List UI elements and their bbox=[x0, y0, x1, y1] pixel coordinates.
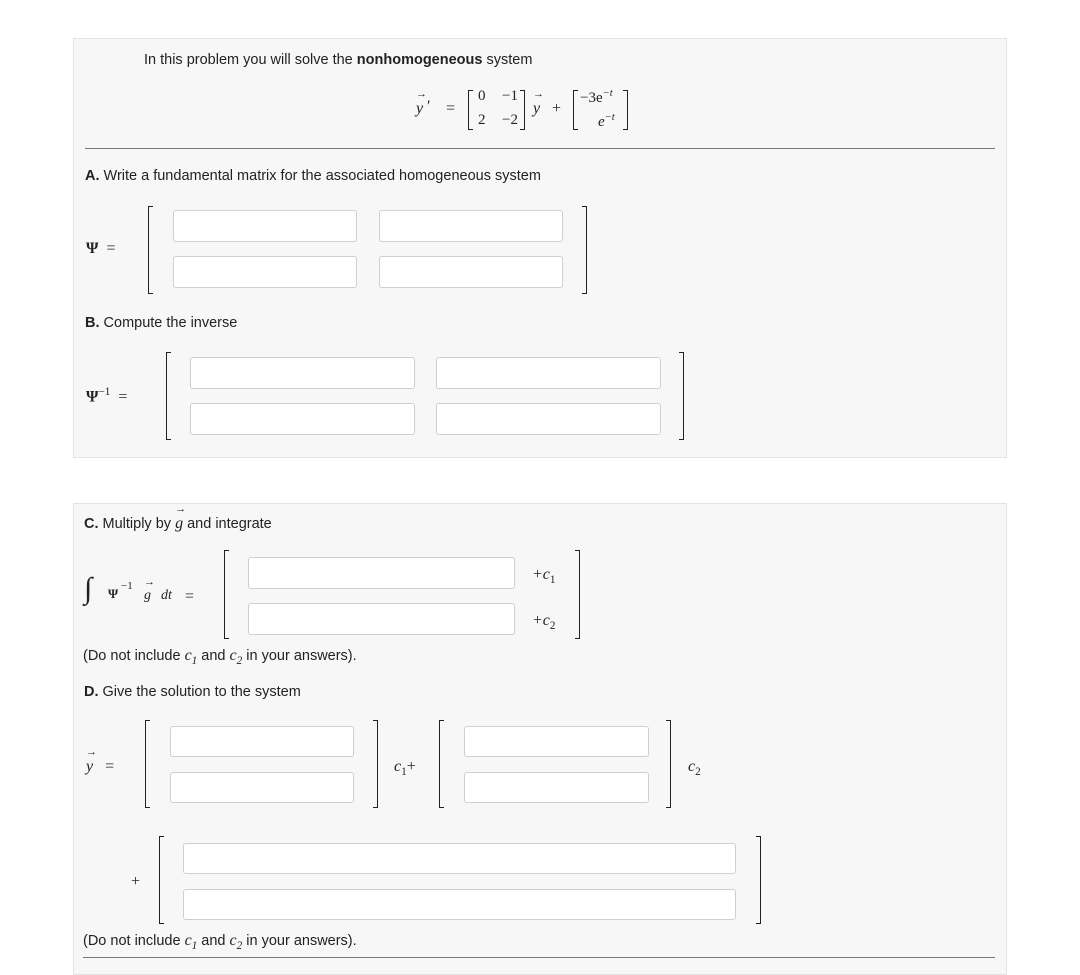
d-particular-bottom-input[interactable] bbox=[183, 889, 736, 920]
psi-21-input[interactable] bbox=[173, 256, 357, 288]
bottom-divider bbox=[83, 957, 995, 958]
d-particular-top-input[interactable] bbox=[183, 843, 736, 874]
psi-right-bracket bbox=[582, 206, 587, 294]
psi-inv-left-bracket bbox=[166, 352, 171, 440]
psi-inverse-label: $\Psi^{-1}$ = bbox=[86, 386, 128, 406]
matrix-a22: −2 bbox=[502, 112, 518, 128]
integral-label: ∫ Ψ −1 → g dt = bbox=[84, 574, 214, 614]
d-left-bracket-3 bbox=[159, 836, 164, 924]
particular-plus-label: + bbox=[131, 873, 141, 890]
matrix-a12: −1 bbox=[502, 88, 518, 104]
psi-inv-21-input[interactable] bbox=[190, 403, 415, 435]
d-left-bracket-1 bbox=[145, 720, 150, 808]
y-label: → y = bbox=[86, 758, 114, 776]
matrix-a21: 2 bbox=[478, 112, 486, 128]
plus-c1-label: $+c_1$ bbox=[532, 566, 556, 587]
divider bbox=[85, 148, 995, 149]
part-a-heading: A. Write a fundamental matrix for the associated homogeneous system bbox=[85, 168, 541, 184]
d-right-bracket-3 bbox=[756, 836, 761, 924]
part-b-heading: B. Compute the inverse bbox=[85, 315, 238, 331]
integral-top-input[interactable] bbox=[248, 557, 515, 589]
part-c-note: (Do not include $c_1$ and $c_2$ in your answers). bbox=[83, 647, 357, 668]
psi-22-input[interactable] bbox=[379, 256, 563, 288]
d-vec1-bottom-input[interactable] bbox=[170, 772, 354, 803]
d-vec2-top-input[interactable] bbox=[464, 726, 649, 757]
d-right-bracket-1 bbox=[373, 720, 378, 808]
part-d-heading: D. Give the solution to the system bbox=[84, 684, 301, 700]
c1-plus-label: $c_1+$ bbox=[394, 758, 416, 779]
psi-inv-22-input[interactable] bbox=[436, 403, 661, 435]
int-right-bracket bbox=[575, 550, 580, 639]
psi-11-input[interactable] bbox=[173, 210, 357, 242]
forcing-bottom: $e^{-t}$ bbox=[598, 112, 615, 130]
int-left-bracket bbox=[224, 550, 229, 639]
d-right-bracket-2 bbox=[666, 720, 671, 808]
psi-label: Ψ = bbox=[86, 240, 116, 257]
part-d-note: (Do not include $c_1$ and $c_2$ in your answers). bbox=[83, 932, 357, 953]
d-left-bracket-2 bbox=[439, 720, 444, 808]
matrix-a11: 0 bbox=[478, 88, 486, 104]
intro-text: In this problem you will solve the nonhomogeneous system bbox=[144, 52, 533, 68]
psi-left-bracket bbox=[148, 206, 153, 294]
c2-label: $c_2$ bbox=[688, 758, 701, 779]
d-vec1-top-input[interactable] bbox=[170, 726, 354, 757]
plus-c2-label: $+c_2$ bbox=[532, 612, 556, 633]
integral-bottom-input[interactable] bbox=[248, 603, 515, 635]
psi-inv-12-input[interactable] bbox=[436, 357, 661, 389]
part-c-heading: C. Multiply by → g and integrate bbox=[84, 515, 272, 533]
d-vec2-bottom-input[interactable] bbox=[464, 772, 649, 803]
psi-inv-right-bracket bbox=[679, 352, 684, 440]
psi-12-input[interactable] bbox=[379, 210, 563, 242]
psi-inv-11-input[interactable] bbox=[190, 357, 415, 389]
forcing-top: $-3e^{-t}$ bbox=[580, 88, 613, 106]
system-equation: → y ′ = 0 −1 2 −2 → y + $-3e^{-t}$ $e^{-t}$ bbox=[416, 88, 676, 132]
